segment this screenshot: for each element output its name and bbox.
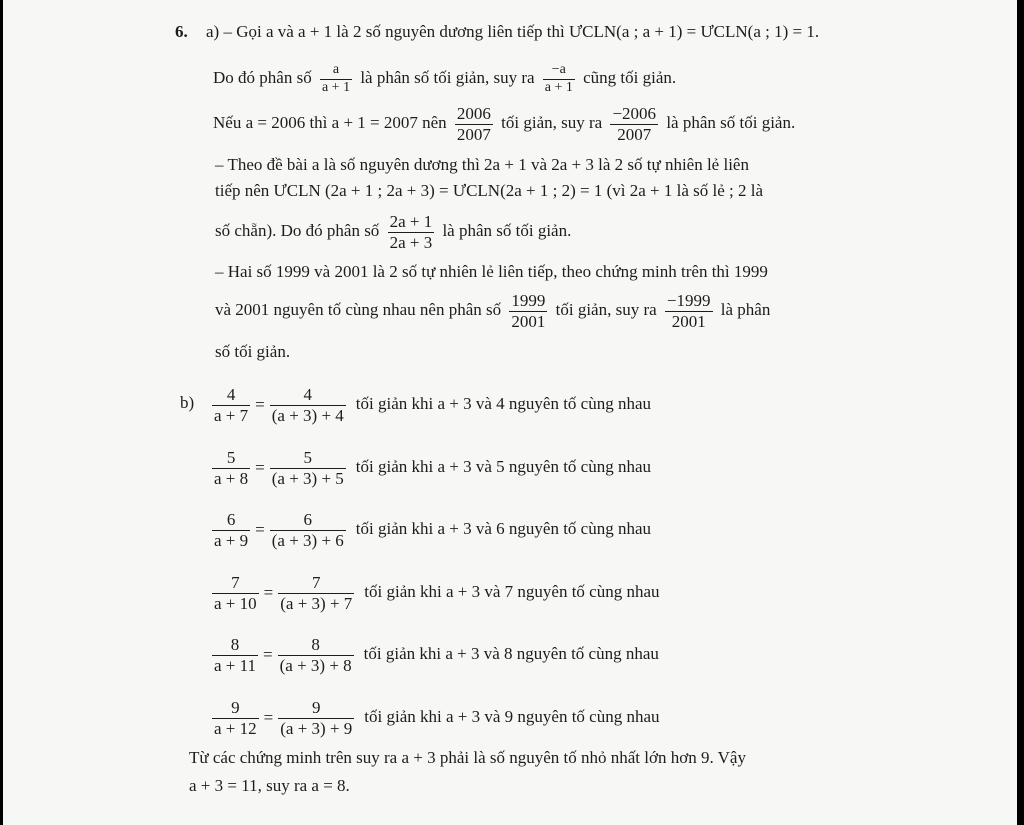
denominator: 2a + 3 bbox=[389, 232, 433, 252]
fraction-right bbox=[270, 386, 346, 425]
row-text: tối giản khi a + 3 và 5 nguyên tố cùng nhau bbox=[355, 457, 652, 476]
denominator: 2001 bbox=[511, 311, 546, 331]
conclusion-line-1: Từ các chứng minh trên suy ra a + 3 phải là số nguyên tố nhỏ nhất lớn hơn 9. Vậy bbox=[189, 748, 746, 767]
denominator: (a + 3) + 9 bbox=[280, 718, 353, 738]
numerator: 4 bbox=[270, 386, 346, 406]
equation-row bbox=[208, 382, 651, 426]
equals-sign: = bbox=[263, 583, 274, 603]
text: Do đó phân số bbox=[213, 68, 312, 87]
row-text: tối giản khi a + 3 và 9 nguyên tố cùng nhau bbox=[364, 707, 660, 726]
part-a-line-4: – Theo đề bài a là số nguyên dương thì 2a + 1 và 2a + 3 là 2 số tự nhiên lẻ liên bbox=[215, 155, 749, 174]
numerator: 4 bbox=[212, 386, 250, 406]
fraction-right bbox=[270, 511, 346, 550]
equation-row bbox=[208, 507, 651, 551]
numerator: a bbox=[320, 63, 352, 80]
part-a-line-7: – Hai số 1999 và 2001 là 2 số tự nhiên lẻ liên tiếp, theo chứng minh trên thì 1999 bbox=[215, 262, 768, 281]
fraction-left bbox=[212, 574, 259, 613]
numerator: 5 bbox=[270, 449, 346, 469]
denominator: a + 1 bbox=[544, 79, 573, 95]
equals-sign: = bbox=[255, 520, 265, 540]
part-a-text-1: a) – Gọi a và a + 1 là 2 số nguyên dương liên tiếp thì ƯCLN(a ; a + 1) = ƯCLN(a ; 1) = 1. bbox=[206, 22, 820, 41]
text: tối giản, suy ra bbox=[555, 300, 657, 319]
part-a-line-2 bbox=[213, 58, 676, 98]
fraction-right bbox=[270, 449, 346, 488]
equals-sign: = bbox=[263, 645, 273, 665]
numerator: 2a + 1 bbox=[389, 211, 433, 231]
denominator: (a + 3) + 7 bbox=[280, 593, 353, 613]
equation-row bbox=[208, 445, 651, 489]
equals-sign: = bbox=[255, 395, 265, 415]
text: là phân số tối giản. bbox=[666, 113, 796, 132]
numerator: 9 bbox=[212, 699, 259, 719]
problem-number: 6. bbox=[175, 22, 188, 41]
fraction bbox=[455, 105, 493, 144]
row-text: tối giản khi a + 3 và 7 nguyên tố cùng nhau bbox=[364, 582, 660, 601]
fraction-right bbox=[278, 699, 354, 738]
numerator: 6 bbox=[212, 511, 250, 531]
conclusion-line-2: a + 3 = 11, suy ra a = 8. bbox=[189, 776, 350, 795]
part-a-line-8 bbox=[215, 289, 770, 331]
denominator: a + 10 bbox=[214, 593, 257, 613]
denominator: (a + 3) + 4 bbox=[271, 405, 344, 425]
numerator: 8 bbox=[212, 636, 258, 656]
fraction bbox=[509, 292, 547, 331]
problem-line-1 bbox=[175, 22, 819, 42]
numerator: 9 bbox=[278, 699, 354, 719]
denominator: a + 7 bbox=[214, 405, 249, 425]
fraction-right bbox=[278, 636, 354, 675]
equals-sign: = bbox=[255, 458, 265, 478]
text: và 2001 nguyên tố cùng nhau nên phân số bbox=[215, 300, 502, 319]
equals-sign: = bbox=[263, 708, 274, 728]
denominator: (a + 3) + 6 bbox=[271, 530, 344, 550]
denominator: (a + 3) + 5 bbox=[271, 468, 344, 488]
fraction bbox=[543, 63, 575, 95]
text: số chẵn). Do đó phân số bbox=[215, 221, 380, 240]
denominator: a + 12 bbox=[214, 718, 257, 738]
fraction-right bbox=[278, 574, 354, 613]
denominator: a + 1 bbox=[321, 79, 351, 95]
fraction bbox=[388, 213, 435, 252]
text: cũng tối giản. bbox=[583, 68, 677, 87]
row-text: tối giản khi a + 3 và 4 nguyên tố cùng nhau bbox=[355, 394, 652, 413]
denominator: 2007 bbox=[617, 124, 652, 144]
text: tối giản, suy ra bbox=[501, 113, 603, 132]
equation-row bbox=[208, 695, 660, 739]
part-a-line-3 bbox=[213, 102, 795, 144]
fraction bbox=[665, 292, 713, 331]
numerator: 7 bbox=[278, 574, 354, 594]
text: là phân số tối giản, suy ra bbox=[360, 68, 535, 87]
numerator: −2006 bbox=[612, 103, 657, 123]
numerator: 7 bbox=[212, 574, 259, 594]
numerator: 8 bbox=[278, 636, 354, 656]
fraction-left bbox=[212, 449, 250, 488]
denominator: (a + 3) + 8 bbox=[279, 655, 352, 675]
text: là phân số tối giản. bbox=[442, 221, 572, 240]
part-a-line-5: tiếp nên ƯCLN (2a + 1 ; 2a + 3) = ƯCLN(2a + 1 ; 2) = 1 (vì 2a + 1 là số lẻ ; 2 là bbox=[215, 181, 763, 200]
part-a-line-6 bbox=[215, 210, 571, 252]
fraction bbox=[610, 105, 658, 144]
equation-row bbox=[208, 632, 659, 676]
denominator: a + 8 bbox=[214, 468, 249, 488]
denominator: a + 11 bbox=[214, 655, 257, 675]
fraction-left bbox=[212, 511, 250, 550]
row-text: tối giản khi a + 3 và 6 nguyên tố cùng nhau bbox=[355, 519, 652, 538]
numerator: −1999 bbox=[666, 290, 711, 310]
row-text: tối giản khi a + 3 và 8 nguyên tố cùng nhau bbox=[363, 644, 659, 663]
document-page bbox=[3, 0, 1017, 825]
fraction-left bbox=[212, 699, 259, 738]
fraction bbox=[320, 63, 352, 95]
part-b-label: b) bbox=[180, 393, 195, 412]
text: là phân bbox=[720, 300, 771, 319]
numerator: −a bbox=[543, 63, 575, 80]
denominator: 2007 bbox=[456, 124, 491, 144]
denominator: a + 9 bbox=[214, 530, 249, 550]
numerator: 6 bbox=[270, 511, 346, 531]
text: Nếu a = 2006 thì a + 1 = 2007 nên bbox=[213, 113, 447, 132]
fraction-left bbox=[212, 636, 258, 675]
fraction-left bbox=[212, 386, 250, 425]
numerator: 5 bbox=[212, 449, 250, 469]
part-a-line-9: số tối giản. bbox=[215, 342, 291, 361]
equation-row bbox=[208, 570, 660, 614]
numerator: 1999 bbox=[511, 290, 546, 310]
numerator: 2006 bbox=[456, 103, 491, 123]
denominator: 2001 bbox=[671, 311, 706, 331]
